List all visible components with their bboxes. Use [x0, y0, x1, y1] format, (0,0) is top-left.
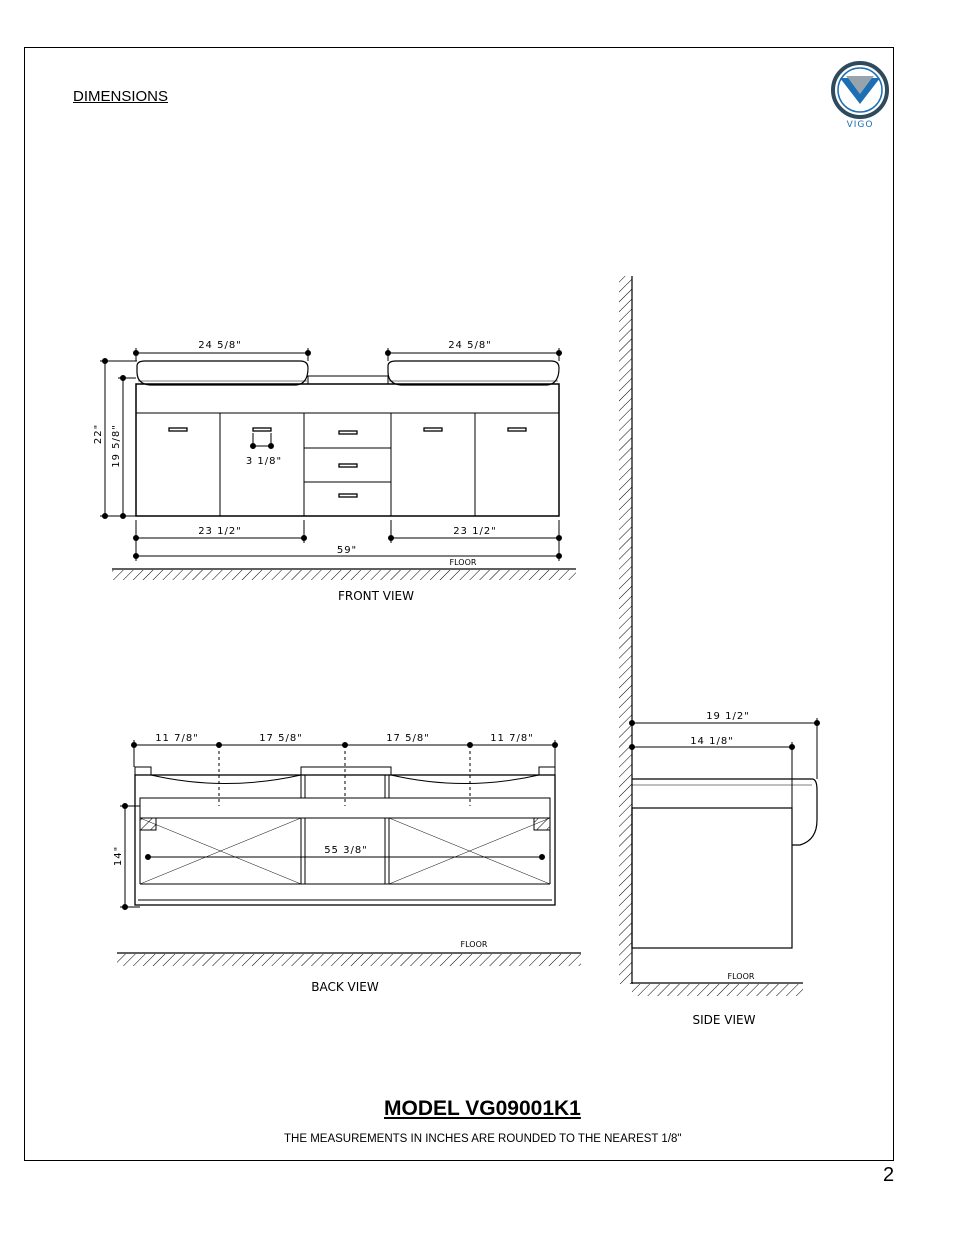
side-dim-depth-total: 19 1/2" — [706, 711, 750, 722]
back-view-caption: BACK VIEW — [311, 980, 379, 994]
side-view — [619, 276, 820, 996]
page-number: 2 — [883, 1164, 895, 1186]
model-title: MODEL VG09001K1 — [384, 1097, 581, 1120]
logo-text: VIGO — [846, 120, 874, 130]
front-dim-top-right: 24 5/8" — [448, 340, 492, 351]
measurement-note: THE MEASUREMENTS IN INCHES ARE ROUNDED TO THE NEAREST 1/8" — [284, 1133, 682, 1145]
side-view-caption: SIDE VIEW — [692, 1013, 756, 1027]
back-dim-3: 17 5/8" — [386, 733, 430, 744]
back-dim-1: 11 7/8" — [155, 733, 199, 744]
front-dim-width: 59" — [336, 545, 358, 556]
front-dim-height-total: 22" — [93, 423, 104, 445]
front-dim-top-left: 24 5/8" — [198, 340, 242, 351]
back-dim-inner: 55 3/8" — [324, 845, 368, 856]
front-dim-height-cabinet: 19 5/8" — [111, 424, 122, 468]
front-dim-handle: 3 1/8" — [245, 456, 283, 467]
dimensions-heading: DIMENSIONS — [73, 88, 169, 105]
back-floor-label: FLOOR — [460, 940, 488, 949]
vigo-logo — [833, 63, 887, 130]
back-dim-height: 14" — [113, 845, 124, 867]
front-floor-label: FLOOR — [449, 558, 477, 567]
back-dim-4: 11 7/8" — [490, 733, 534, 744]
front-dim-bottom-left: 23 1/2" — [198, 526, 242, 537]
back-dim-2: 17 5/8" — [259, 733, 303, 744]
side-floor-label: FLOOR — [727, 972, 755, 981]
front-dim-bottom-right: 23 1/2" — [453, 526, 497, 537]
front-view-caption: FRONT VIEW — [337, 589, 415, 603]
side-dim-depth-cabinet: 14 1/8" — [690, 736, 734, 747]
